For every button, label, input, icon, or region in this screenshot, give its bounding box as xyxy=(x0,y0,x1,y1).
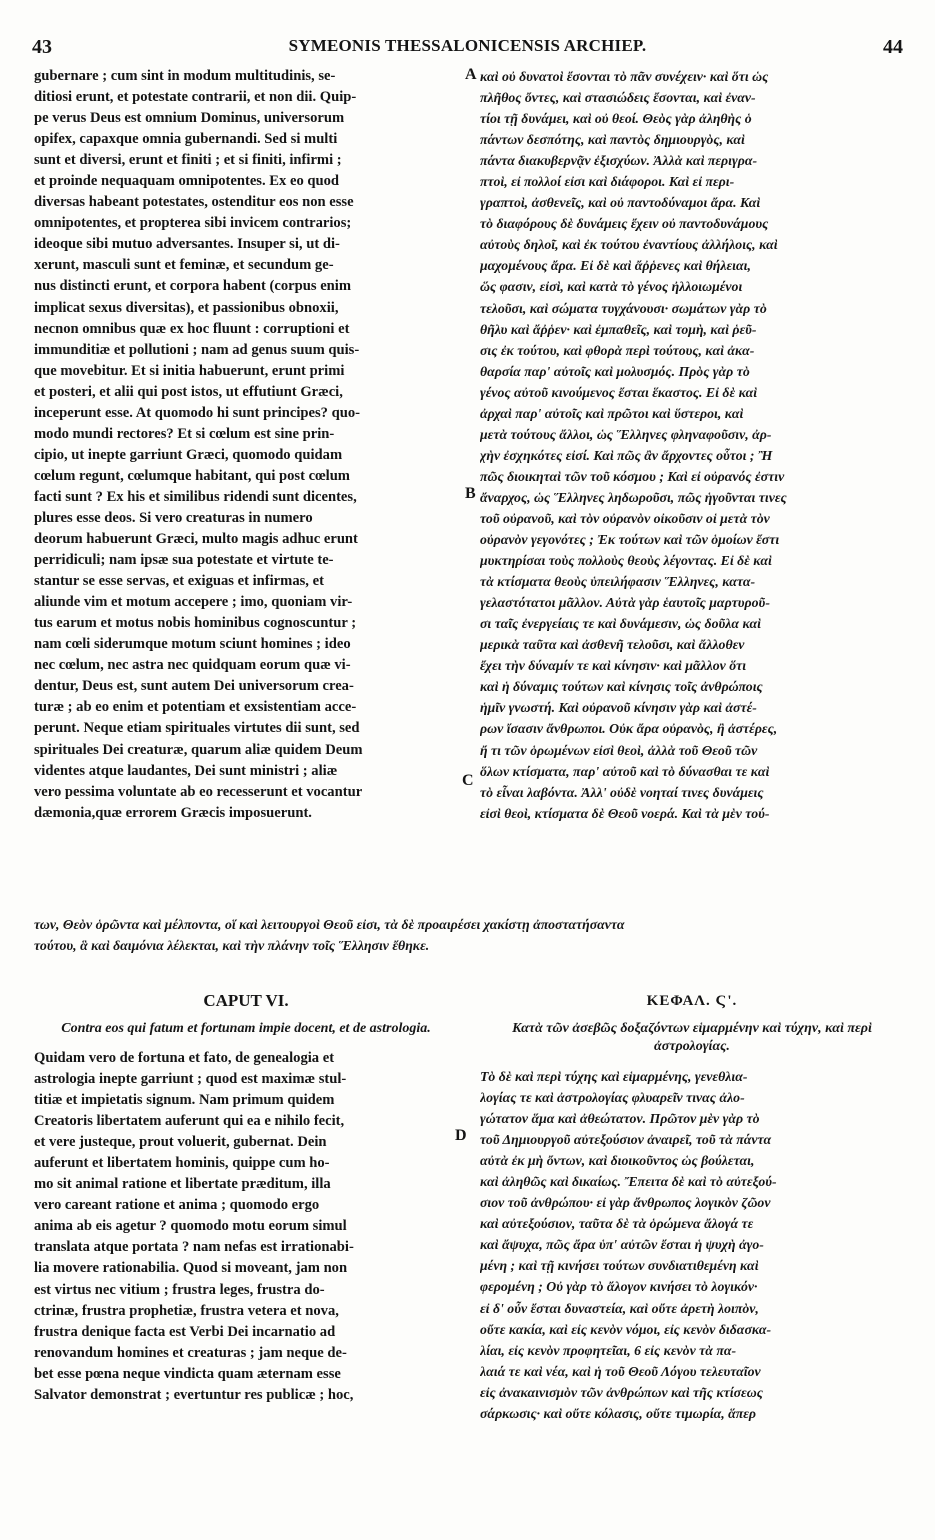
text-line: frustra denique facta est Verbi Dei incarnatio ad xyxy=(34,1323,336,1340)
text-line: τίοι τῇ δυνάμει, καὶ οὐ θεοί. Θεὸς γὰρ ἀληθὴς ὁ xyxy=(480,111,752,127)
text-line: ἔχει τὴν δύναμίν τε καὶ κίνησιν· καὶ μᾶλλον ὅτι xyxy=(480,658,747,674)
text-line: μένη ; καὶ τῇ κινήσει τούτων συνδιατιθεμένη καὶ xyxy=(480,1258,759,1274)
text-line: σάρκωσις· καὶ οὔτε κόλασις, οὔτε τιμωρία, ἅπερ xyxy=(480,1405,757,1421)
text-line: mo sit animal ratione et libertate præditum, illa xyxy=(34,1176,331,1193)
text-line: οὔτε κακία, καὶ εἰς κενὸν νόμοι, εἰς κενὸν διδασκα- xyxy=(480,1321,772,1337)
text-line: xerunt, masculi sunt et feminæ, et secundum ge- xyxy=(34,257,334,274)
text-line: tus earum et motus nobis hominibus cognoscuntur ; xyxy=(34,615,357,632)
text-line: φερομένη ; Οὐ γὰρ τὸ ἄλογον κινήσει τὸ λογικόν· xyxy=(480,1279,758,1295)
text-line: modo mundi rectores? Et si cœlum est sine prin- xyxy=(34,425,335,442)
greek-column-bottom xyxy=(480,988,904,1424)
text-line: καὶ ἀληθῶς καὶ δικαίως. Ἔπειτα δὲ καὶ τὸ αὐτεξού- xyxy=(480,1174,777,1190)
text-line: ἡμῖν γνωστή. Καὶ οὐρανοῦ κίνησιν γὰρ καὶ ἀστέ- xyxy=(480,700,757,716)
text-line: aliunde vim et motum accepere ; imo, quoniam vir- xyxy=(34,594,353,611)
page-number-right: 44 xyxy=(883,36,903,58)
text-line: εἰ δ' οὖν ἔσται δυναστεία, καὶ οὔτε ἀρετὴ λοιπὸν, xyxy=(480,1300,759,1316)
text-line: omnipotentes, et propterea sibi invicem contrarios; xyxy=(34,215,352,232)
running-title: SYMEONIS THESSALONICENSIS ARCHIEP. xyxy=(288,36,647,55)
text-line: ctrinæ, frustra prophetiæ, frustra vetera et nova, xyxy=(34,1302,339,1319)
text-line: videntes atque laudantes, Dei sunt ministri ; aliæ xyxy=(34,762,338,779)
text-line: sunt et diversi, erunt et finiti ; et si finiti, infirmi ; xyxy=(34,152,342,169)
text-line: ρων ἴσασιν ἄνθρωποι. Οὐκ ἄρα οὐρανὸς, ἢ ἀστέρες, xyxy=(480,721,778,737)
text-line: translata atque portata ? nam nefas est irrationabi- xyxy=(34,1239,354,1256)
text-line: anima ab eis agetur ? quomodo motu eorum simul xyxy=(34,1218,347,1235)
text-line: Τὸ δὲ καὶ περὶ τύχης καὶ εἱμαρμένης, γενεθλια- xyxy=(480,1069,748,1084)
text-line: ὅλων κτίσματα, παρ' αὐτοῦ καὶ τὸ δύνασθαι τε καὶ xyxy=(480,763,770,779)
text-line: que movebitur. Et si initia habuerunt, erunt primi xyxy=(34,362,345,379)
text-line: τὸ διαφόρους δὲ δυνάμεις ἔχειν οὐ παντοδυνάμους xyxy=(480,216,769,232)
margin-letter-d: D xyxy=(455,1127,467,1144)
text-line: bet esse pœna neque vindicta quam æternam esse xyxy=(34,1365,341,1382)
text-line: εἰσὶ θεοὶ, κτίσματα δὲ Θεοῦ νοερά. Καὶ τὰ μὲν τού- xyxy=(480,805,770,821)
text-line: nam cœli siderumque motum sciunt homines ; ideo xyxy=(34,636,351,653)
text-line: facti sunt ? Ex his et similibus ridendi sunt dicentes, xyxy=(34,488,357,505)
text-line: αὐτοὺς δηλοῖ, καὶ ἐκ τούτου ἐναντίους ἀλλήλοις, καὶ xyxy=(480,237,778,253)
text-line: diversas habeant potestates, ostenditur eos non esse xyxy=(34,194,354,211)
text-line: ἀρχαὶ παρ' αὐτοῖς καὶ πρῶτοι καὶ ὕστεροι, καὶ xyxy=(480,405,744,421)
text-line: γένος αὐτοῦ κινούμενος ἔσται ἕκαστος. Εἰ δὲ καὶ xyxy=(480,384,758,400)
text-line: πλῆθος ὄντες, καὶ στασιώδεις ἔσονται, καὶ ἐναν- xyxy=(480,90,756,106)
text-line: vero careant ratione et anima ; quomodo ergo xyxy=(34,1197,320,1214)
text-line: opifex, capaxque omnia gubernandi. Sed si multi xyxy=(34,131,338,148)
text-line: nec cœlum, nec astra nec quidquam eorum quæ vi- xyxy=(34,657,351,674)
margin-letter-a: A xyxy=(465,66,477,83)
text-line: πῶς διοικηταὶ τῶν τοῦ κόσμου ; Καὶ εἰ οὐρανός ἐστιν xyxy=(480,468,785,484)
text-line: ἄναρχος, ὡς Ἕλληνες ληδωροῦσι, πῶς ἡγοῦνται τινες xyxy=(480,489,787,505)
text-line: πάντων δεσπότης, καὶ παντὸς δημιουργὸς, καὶ xyxy=(480,132,745,148)
text-line: implicat sexus diversitas), et passionibus obnoxii, xyxy=(34,299,339,316)
text-line: ideoque sibi mutuo adversantes. Insuper si, ut di- xyxy=(34,236,340,253)
greek-run-on-lines xyxy=(34,914,904,956)
text-line: deorum habuerunt Græci, multo magis adhuc erunt xyxy=(34,531,358,548)
text-line: σι ταῖς ἐνεργείαις τε καὶ δυνάμεσιν, ὡς δοῦλα καὶ xyxy=(480,616,761,632)
text-line: θῆλυ καὶ ἄῤῥεν· καὶ ἐμπαθεῖς, καὶ τομὴ, καὶ ῥεῦ- xyxy=(480,321,757,337)
text-line: αὐτὰ ἐκ μὴ ὄντων, καὶ διοικοῦντος ὡς βούλεται, xyxy=(480,1153,755,1169)
text-line: πτοὶ, εἰ πολλοί εἰσι καὶ διάφοροι. Καὶ εἰ περι- xyxy=(480,174,735,190)
text-line: λαιά τε καὶ νέα, καὶ ἡ τοῦ Θεοῦ Λόγου τελευταῖον xyxy=(480,1363,761,1379)
text-line: renovandum homines et creaturas ; jam neque de- xyxy=(34,1344,347,1361)
text-line: ὥς φασιν, εἰσὶ, καὶ κατὰ τὸ γένος ἠλλοιωμένοι xyxy=(480,279,743,295)
text-line: καὶ αὐτεξούσιον, ταῦτα δὲ τὰ ὁρώμενα ἄλογά τε xyxy=(480,1216,754,1232)
text-line: vero pessima voluntate ab eo recesserunt et vocantur xyxy=(34,783,363,800)
text-line: cipio, ut inepte garriunt Græci, quomodo quidam xyxy=(34,446,343,463)
text-line: γελαστότατοι μᾶλλον. Αὐτὰ γὰρ ἑαυτοῖς μαρτυροῦ- xyxy=(480,595,770,611)
text-line: Salvator demonstrat ; evertuntur res publicæ ; hoc, xyxy=(34,1386,354,1403)
text-line: τὸ εἶναι λαβόντα. Ἀλλ' οὐδὲ νοηταί τινες δυνάμεις xyxy=(480,784,764,800)
text-line: μερικὰ ταῦτα καὶ ἀσθενῆ τελοῦσι, καὶ ἄλλοθεν xyxy=(480,637,745,653)
latin-column-top xyxy=(34,66,458,824)
text-line: perridiculi; nam ipsæ sua potestate et virtute te- xyxy=(34,552,334,569)
margin-letter-b: B xyxy=(465,485,476,502)
text-line: lia movere rationabilia. Quod si moveant, jam non xyxy=(34,1260,348,1277)
text-line: stantur se esse servas, et exiguas et infirmas, et xyxy=(34,573,324,590)
text-line: est virtus nec vitium ; frustra leges, frustra do- xyxy=(34,1281,325,1298)
page-number-left: 43 xyxy=(32,36,52,58)
text-line: των, Θεὸν ὁρῶντα καὶ μέλποντα, οἵ καὶ λειτουργοὶ Θεοῦ εἰσι, τὰ δὲ προαιρέσει χακίστῃ ἀποστατήσαντα xyxy=(34,917,625,932)
text-line: astrologia inepte garriunt ; quod est maximæ stul- xyxy=(34,1071,347,1088)
text-line: immunditiæ et pollutioni ; nam ad genus suum quis- xyxy=(34,341,360,358)
text-line: τούτου, ἃ καὶ δαιμόνια λέλεκται, καὶ τὴν πλάνην τοῖς Ἕλλησιν ἔθηκε. xyxy=(34,938,430,954)
text-line: γώτατον ἅμα καὶ ἀθεώτατον. Πρῶτον μὲν γὰρ τὸ xyxy=(480,1111,760,1127)
latin-paragraph xyxy=(34,1048,458,1406)
text-line: λίαι, εἰς κενὸν προφητεῖαι, 6 εἰς κενὸν τὰ πα- xyxy=(480,1342,737,1358)
text-line: necnon omnibus quæ ex hoc fluunt : corruptioni et xyxy=(34,320,350,337)
text-line: nus distincti erunt, et corpora habent (corpus enim xyxy=(34,278,352,295)
text-line: χὴν ἐσχηκότες εἰσί. Καὶ πῶς ἂν ἄρχοντες οὗτοι ; Ἢ xyxy=(480,447,773,463)
text-line: τὰ κτίσματα θεοὺς ὑπειλήφασιν Ἕλληνες, κατα- xyxy=(480,574,756,590)
text-line: et proinde nequaquam omnipotentes. Ex eo quod xyxy=(34,173,340,190)
text-line: τοῦ οὐρανοῦ, καὶ τὸν οὐρανὸν οἰκοῦσιν οἱ μετὰ τὸν xyxy=(480,510,770,526)
text-line: auferunt et libertatem hominis, quippe cum ho- xyxy=(34,1155,330,1172)
text-line: cœlum regunt, cœlumque habitant, qui post cœlum xyxy=(34,467,350,484)
text-line: μυκτηρίσαι τοὺς πολλοὺς θεοὺς λέγοντας. Εἰ δὲ καὶ xyxy=(480,553,772,569)
text-line: Creatoris libertatem auferunt qui ea e nihilo fecit, xyxy=(34,1113,345,1130)
text-line: gubernare ; cum sint in modum multitudinis, se- xyxy=(34,68,336,84)
text-line: dentur, Deus est, sunt autem Dei universorum crea- xyxy=(34,678,354,695)
text-line: σις ἐκ τούτου, καὶ φθορὰ περὶ τούτους, καὶ ἀκα- xyxy=(480,342,755,358)
margin-letter-c: C xyxy=(462,772,474,789)
text-line: μετὰ τούτους ἄλλοι, ὡς Ἕλληνες φληναφοῦσιν, ἀρ- xyxy=(480,426,772,442)
text-line: et posteri, et alii qui post istos, ut effutiunt Græci, xyxy=(34,383,343,400)
text-line: plures esse deos. Si vero creaturas in numero xyxy=(34,509,313,526)
text-line: titiæ et impietatis signum. Nam primum quidem xyxy=(34,1092,335,1109)
greek-paragraph xyxy=(480,1066,904,1424)
text-line: λογίας τε καὶ ἀστρολογίας φλυαρεῖν τινας ἀλο- xyxy=(480,1090,745,1106)
text-line: pe verus Deus est omnium Dominus, universorum xyxy=(34,110,345,127)
text-line: τοῦ Δημιουργοῦ αὐτεξούσιον ἀναιρεῖ, τοῦ τὰ πάντα xyxy=(480,1132,772,1148)
greek-column-top xyxy=(480,66,904,824)
text-line: γραπτοὶ, ἀσθενεῖς, καὶ οὐ παντοδύναμοι ἄρα. Καὶ xyxy=(480,195,761,211)
text-line: inceperunt esse. At quomodo hi sunt principes? quo- xyxy=(34,404,360,421)
text-line: Quidam vero de fortuna et fato, de genealogia et xyxy=(34,1050,335,1066)
text-line: et vere justeque, prout voluerit, gubernat. Dein xyxy=(34,1134,327,1151)
text-line: dæmonia,quæ errorem Græcis imposuerunt. xyxy=(34,804,312,821)
chapter-subtitle-latin: Contra eos qui fatum et fortunam impie docent, et de astrologia. xyxy=(61,1021,431,1036)
text-line: turæ ; ab eo enim et potentiam et exsistentiam acce- xyxy=(34,699,357,716)
text-line: θαρσία παρ' αὐτοῖς καὶ μολυσμός. Πρὸς γὰρ τὸ xyxy=(480,363,750,379)
text-line: εἰς ἀνακαινισμὸν τῶν ἀνθρώπων καὶ τῆς κτίσεως xyxy=(480,1384,763,1400)
text-line: perunt. Neque etiam spirituales virtutes dii sunt, sed xyxy=(34,720,360,737)
text-line: τελοῦσι, καὶ σώματα τυγχάνουσι· σωμάτων γὰρ τὸ xyxy=(480,300,767,316)
text-line: καὶ ἡ δύναμις τούτων καὶ κίνησις τοῖς ἀνθρώποις xyxy=(480,679,763,695)
chapter-heading-greek: ΚΕΦΑΛ. Ϛ'. xyxy=(646,993,738,1009)
text-line: ditiosi erunt, et potestate contrarii, et non dii. Quip- xyxy=(34,89,357,106)
text-line: ἤ τι τῶν ὁρωμένων εἰσὶ θεοὶ, ἀλλὰ τοῦ Θεοῦ τῶν xyxy=(480,742,758,758)
text-line: μαχομένους ἄρα. Εἰ δὲ καὶ ἄῤῥενες καὶ θήλειαι, xyxy=(480,258,751,274)
text-line: οὐρανὸν γεγονότες ; Ἐκ τούτων καὶ τῶν ὁμοίων ἔστι xyxy=(480,532,780,548)
chapter-heading-latin: CAPUT VI. xyxy=(203,991,289,1010)
text-line: πάντα διακυβερνᾷν ἐξισχύων. Ἀλλὰ καὶ περιγρα- xyxy=(480,153,758,169)
text-line: spirituales Dei creaturæ, quarum aliæ quidem Deum xyxy=(34,741,363,758)
text-line: καὶ ἄψυχα, πῶς ἄρα ὑπ' αὐτῶν ἔσται ἡ ψυχὴ ἀγο- xyxy=(480,1237,764,1253)
text-line: καὶ οὐ δυνατοὶ ἔσονται τὸ πᾶν συνέχειν· καὶ ὅτι ὡς xyxy=(480,69,769,84)
latin-column-bottom xyxy=(34,988,458,1406)
chapter-subtitle-greek: Κατὰ τῶν ἀσεβῶς δοξαζόντων εἱμαρμένην καὶ τύχην, καὶ περὶ ἀστρολογίας. xyxy=(512,1021,872,1054)
text-line: σιον τοῦ ἀνθρώπου· εἰ γὰρ ἄνθρωπος λογικὸν ζῶον xyxy=(480,1195,771,1211)
